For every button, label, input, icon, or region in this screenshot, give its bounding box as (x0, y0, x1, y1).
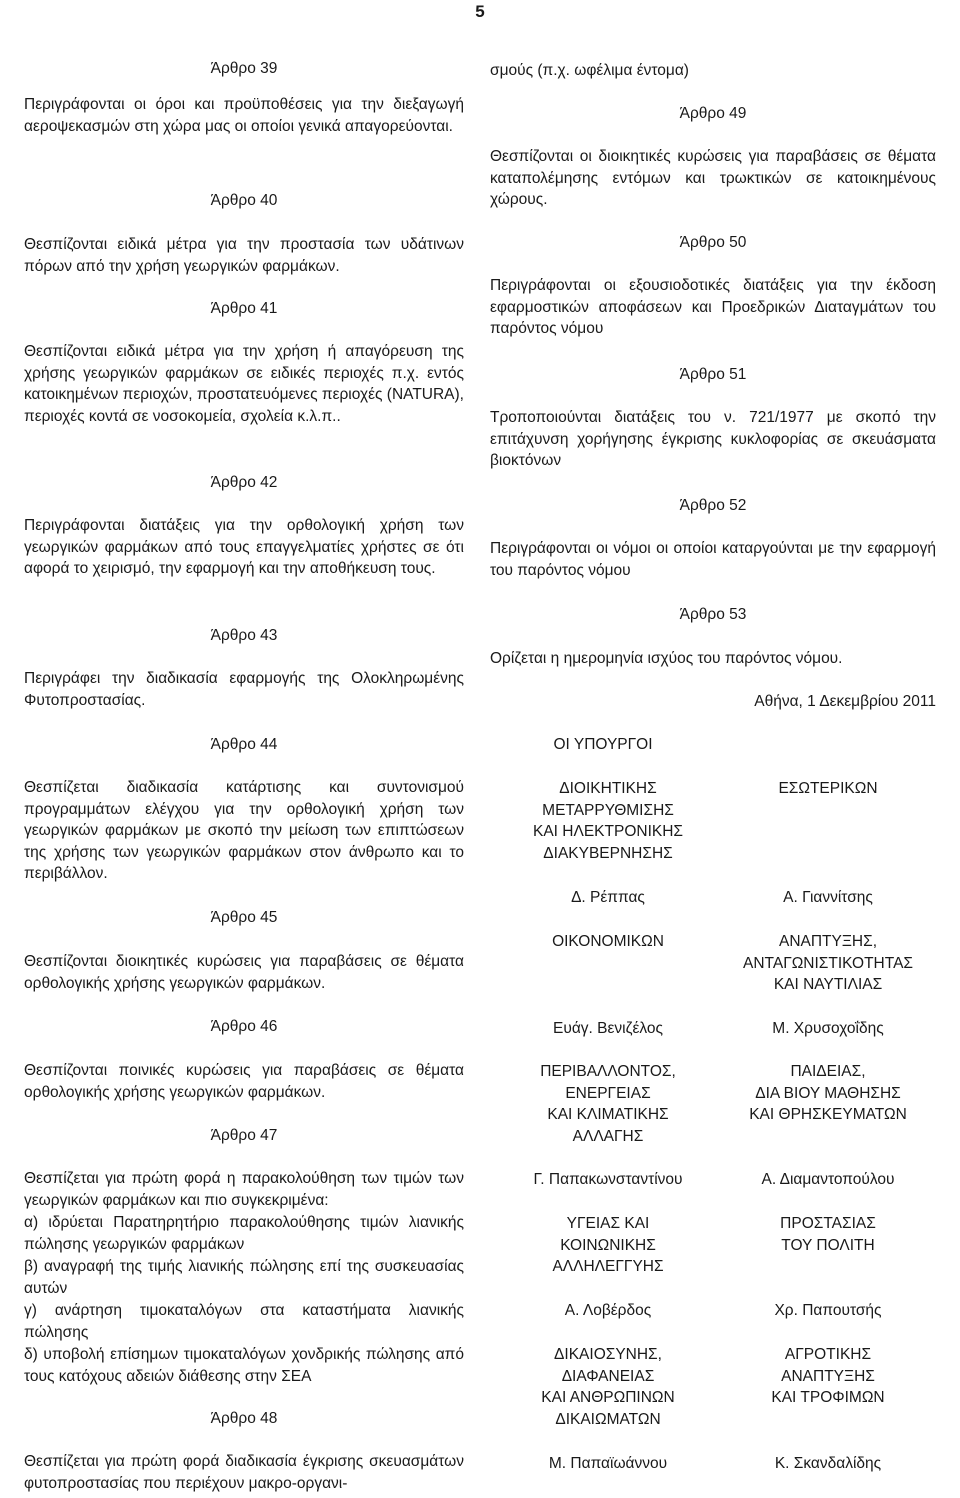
signatory-name: Μ. Χρυσοχοΐδης (772, 1020, 884, 1037)
signatory-ministry: ΑΓΡΟΤΙΚΗΣ ΑΝΑΠΤΥΞΗΣ ΚΑΙ ΤΡΟΦΙΜΩΝ (771, 1346, 885, 1407)
article-39-text: Περιγράφονται οι όροι και προϋποθέσεις για την διεξαγωγή αεροψεκασμών στη χώρα μας οι οποίοι γενικά απαγορεύονται. (24, 96, 464, 135)
ministers-heading: ΟΙ ΥΠΟΥΡΓΟΙ (553, 736, 653, 753)
signatory-ministry: ΟΙΚΟΝΟΜΙΚΩΝ (552, 933, 664, 950)
signatory-ministry: ΠΕΡΙΒΑΛΛΟΝΤΟΣ, ΕΝΕΡΓΕΙΑΣ ΚΑΙ ΚΛΙΜΑΤΙΚΗΣ ΑΛΛΑΓΗΣ (540, 1063, 676, 1145)
signatory-name: Α. Διαμαντοπούλου (761, 1171, 895, 1188)
article-43-title: Άρθρο 43 (210, 627, 278, 644)
signatory-name: Κ. Σκανδαλίδης (774, 1455, 882, 1472)
article-51-title: Άρθρο 51 (679, 366, 747, 383)
article-44-text: Θεσπίζεται διαδικασία κατάρτισης και συντονισμού προγραμμάτων ελέγχου για την ορθολογική χρήση των γεωργικών φαρμάκων με σκοπό την μείωση των επιπτώσεων της χρήσης των γεωργικών φαρμάκων στον άνθρωπο και το περιβάλλον. (24, 779, 464, 883)
signatory-ministry: ΠΑΙΔΕΙΑΣ, ΔΙΑ ΒΙΟΥ ΜΑΘΗΣΗΣ ΚΑΙ ΘΡΗΣΚΕΥΜΑΤΩΝ (749, 1063, 907, 1124)
article-47-item-d: δ) υποβολή επίσημων τιμοκαταλόγων χονδρικής πώλησης από τους κατόχους αδειών διάθεσης στην ΣΕΑ (24, 1346, 464, 1385)
signatory-name: Γ. Παπακωνσταντίνου (533, 1171, 683, 1188)
signatory-name: Α. Γιαννίτσης (783, 889, 873, 906)
article-47-item-c: γ) ανάρτηση τιμοκαταλόγων στα καταστήματα λιανικής πώλησης (24, 1302, 464, 1341)
signatory-name: Μ. Παπαϊωάννου (548, 1455, 668, 1472)
article-52-text: Περιγράφονται οι νόμοι οι οποίοι καταργούνται με την εφαρμογή του παρόντος νόμου (490, 540, 936, 579)
signatory-ministry: ΔΙΟΙΚΗΤΙΚΗΣ ΜΕΤΑΡΡΥΘΜΙΣΗΣ ΚΑΙ ΗΛΕΚΤΡΟΝΙΚΗΣ ΔΙΑΚΥΒΕΡΝΗΣΗΣ (533, 780, 683, 862)
article-40-text: Θεσπίζονται ειδικά μέτρα για την προστασία των υδάτινων πόρων από την χρήση γεωργικών φαρμάκων. (24, 236, 464, 275)
article-47-item-b: β) αναγραφή της τιμής λιανικής πώλησης επί της συσκευασίας αυτών (24, 1258, 464, 1297)
article-51-text: Τροποποιούνται διατάξεις του ν. 721/1977 με σκοπό την επιτάχυνση χορήγησης έγκρισης κυκλοφορίας σε σκευάσματα βιοκτόνων (490, 409, 936, 470)
signatory-name: Δ. Ρέππας (571, 889, 645, 906)
article-49-title: Άρθρο 49 (679, 105, 747, 122)
article-41-title: Άρθρο 41 (210, 300, 278, 317)
page-number: 5 (475, 2, 485, 21)
article-39-title: Άρθρο 39 (210, 60, 278, 77)
article-50-title: Άρθρο 50 (679, 234, 747, 251)
article-48-text: Θεσπίζεται για πρώτη φορά διαδικασία έγκρισης σκευασμάτων φυτοπροστασίας που περιέχουν μακρο-οργανι- (24, 1453, 464, 1492)
signatory-ministry: ΠΡΟΣΤΑΣΙΑΣ ΤΟΥ ΠΟΛΙΤΗ (780, 1215, 876, 1254)
article-41-text: Θεσπίζονται ειδικά μέτρα για την χρήση ή απαγόρευση της χρήσης γεωργικών φαρμάκων σε ειδικές περιοχές π.χ. εντός κατοικημένων περιοχών, προστατευόμενες περιοχές (NATURA), περιοχές κοντά σε νοσοκομεία, σχολεία κ.λ.π.. (24, 343, 464, 425)
article-48-continuation: σμούς (π.χ. ωφέλιμα έντομα) (490, 62, 689, 79)
signatory-ministry: ΔΙΚΑΙΟΣΥΝΗΣ, ΔΙΑΦΑΝΕΙΑΣ ΚΑΙ ΑΝΘΡΩΠΙΝΩΝ ΔΙΚΑΙΩΜΑΤΩΝ (541, 1346, 675, 1428)
date-line: Αθήνα, 1 Δεκεμβρίου 2011 (754, 693, 936, 710)
article-45-text: Θεσπίζονται διοικητικές κυρώσεις για παραβάσεις σε θέματα ορθολογικής χρήσης γεωργικών φαρμάκων. (24, 953, 464, 992)
article-53-title: Άρθρο 53 (679, 606, 747, 623)
signatory-ministry: ΑΝΑΠΤΥΞΗΣ, ΑΝΤΑΓΩΝΙΣΤΙΚΟΤΗΤΑΣ ΚΑΙ ΝΑΥΤΙΛΙΑΣ (743, 933, 913, 994)
article-53-text: Ορίζεται η ημερομηνία ισχύος του παρόντος νόμου. (490, 650, 843, 667)
signatory-ministry: ΕΣΩΤΕΡΙΚΩΝ (778, 780, 878, 797)
article-50-text: Περιγράφονται οι εξουσιοδοτικές διατάξεις για την έκδοση εφαρμοστικών αποφάσεων και Προεδρικών Διαταγμάτων του παρόντος νόμου (490, 277, 936, 338)
article-42-title: Άρθρο 42 (210, 474, 278, 491)
article-49-text: Θεσπίζονται οι διοικητικές κυρώσεις για παραβάσεις σε θέματα καταπολέμησης εντόμων και τρωκτικών σε κατοικημένους χώρους. (490, 148, 936, 209)
article-46-title: Άρθρο 46 (210, 1018, 278, 1035)
article-52-title: Άρθρο 52 (679, 497, 747, 514)
article-47-item-a: α) ιδρύεται Παρατηρητήριο παρακολούθησης τιμών λιανικής πώλησης γεωργικών φαρμάκων (24, 1214, 464, 1253)
signatory-ministry: ΥΓΕΙΑΣ ΚΑΙ ΚΟΙΝΩΝΙΚΗΣ ΑΛΛΗΛΕΓΓΥΗΣ (552, 1215, 664, 1276)
article-45-title: Άρθρο 45 (210, 909, 278, 926)
article-42-text: Περιγράφονται διατάξεις για την ορθολογική χρήση των γεωργικών φαρμάκων από τους επαγγελματίες χρήστες σε ότι αφορά το χειρισμό, την εφαρμογή και την αποθήκευση τους. (24, 517, 464, 578)
article-47-intro: Θεσπίζεται για πρώτη φορά η παρακολούθηση των τιμών των γεωργικών φαρμάκων και πιο συγκεκριμένα: (24, 1170, 464, 1209)
article-40-title: Άρθρο 40 (210, 192, 278, 209)
article-48-title: Άρθρο 48 (210, 1410, 278, 1427)
article-44-title: Άρθρο 44 (210, 736, 278, 753)
article-47-title: Άρθρο 47 (210, 1127, 278, 1144)
signatory-name: Χρ. Παπουτσής (774, 1302, 882, 1319)
signatory-name: Α. Λοβέρδος (564, 1302, 652, 1319)
article-46-text: Θεσπίζονται ποινικές κυρώσεις για παραβάσεις σε θέματα ορθολογικής χρήσης γεωργικών φαρμάκων. (24, 1062, 464, 1101)
article-43-text: Περιγράφει την διαδικασία εφαρμογής της Ολοκληρωμένης Φυτοπροστασίας. (24, 670, 464, 709)
signatory-name: Ευάγ. Βενιζέλος (553, 1020, 663, 1037)
